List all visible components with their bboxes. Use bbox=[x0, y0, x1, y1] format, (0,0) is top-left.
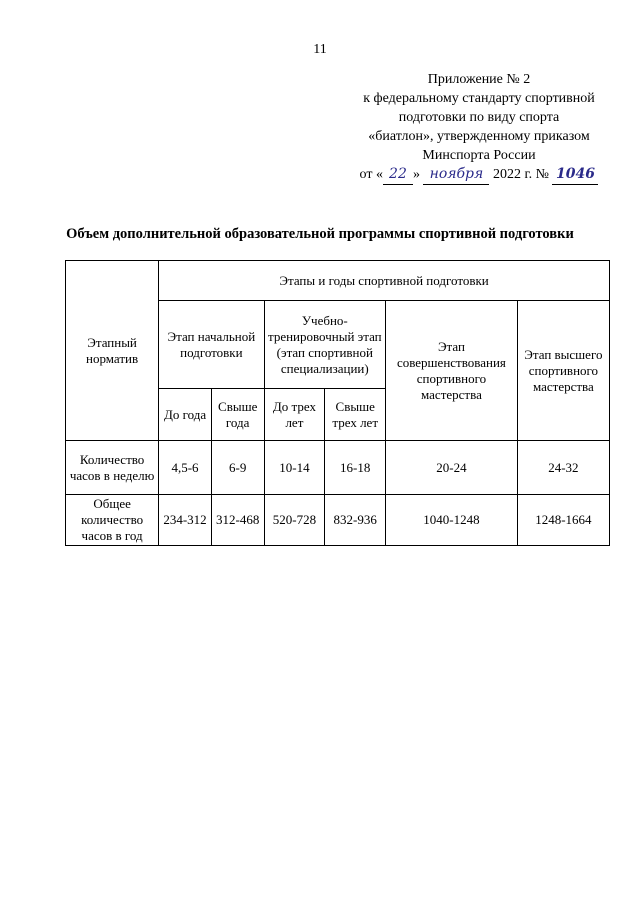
table-row bbox=[66, 495, 610, 546]
table-cell: 20-24 bbox=[386, 441, 518, 495]
subheader: Свыше года bbox=[211, 389, 264, 441]
date-month-handwritten: ноября bbox=[423, 165, 489, 185]
subheader: До года bbox=[159, 389, 212, 441]
row-header-label: Этапный норматив bbox=[66, 261, 159, 441]
approval-block bbox=[340, 70, 618, 185]
stage-header: Этап высшего спортивного мастерства bbox=[517, 301, 609, 441]
group-header: Этапы и годы спортивной подготовки bbox=[159, 261, 610, 301]
table-row bbox=[66, 441, 610, 495]
stage-header: Этап совершенствования спортивного мастерства bbox=[386, 301, 518, 441]
subheader: До трех лет bbox=[264, 389, 325, 441]
stage-header: Этап начальной подготовки bbox=[159, 301, 264, 389]
date-mid: » bbox=[412, 167, 420, 182]
approval-date-line bbox=[340, 165, 618, 185]
date-day-handwritten: 22 bbox=[383, 165, 413, 185]
approval-line: Приложение № 2 bbox=[427, 72, 531, 87]
document-title: Объем дополнительной образовательной программы спортивной подготовки bbox=[66, 226, 574, 242]
date-prefix: от « bbox=[359, 167, 383, 182]
approval-line: Минспорта России bbox=[422, 148, 536, 163]
approval-line: «биатлон», утвержденному приказом bbox=[368, 129, 590, 144]
table-cell: 16-18 bbox=[325, 441, 386, 495]
subheader: Свыше трех лет bbox=[325, 389, 386, 441]
approval-line: подготовки по виду спорта bbox=[398, 110, 560, 125]
norm-table bbox=[65, 260, 610, 546]
table-cell: 10-14 bbox=[264, 441, 325, 495]
table-cell: 234-312 bbox=[159, 495, 212, 546]
table-cell: 1248-1664 bbox=[517, 495, 609, 546]
date-year-text: 2022 г. № bbox=[492, 167, 549, 182]
approval-line: к федеральному стандарту спортивной bbox=[363, 91, 595, 106]
table-cell: 832-936 bbox=[325, 495, 386, 546]
table-cell: 6-9 bbox=[211, 441, 264, 495]
row-label: Общее количество часов в год bbox=[66, 495, 159, 546]
row-label: Количество часов в неделю bbox=[66, 441, 159, 495]
table-cell: 312-468 bbox=[211, 495, 264, 546]
page-number: 11 bbox=[313, 42, 327, 57]
table-cell: 4,5-6 bbox=[159, 441, 212, 495]
table-cell: 1040-1248 bbox=[386, 495, 518, 546]
stage-header: Учебно-тренировочный этап (этап спортивной специализации) bbox=[264, 301, 386, 389]
table-cell: 24-32 bbox=[517, 441, 609, 495]
table-cell: 520-728 bbox=[264, 495, 325, 546]
order-number-handwritten: 1046 bbox=[552, 165, 598, 185]
